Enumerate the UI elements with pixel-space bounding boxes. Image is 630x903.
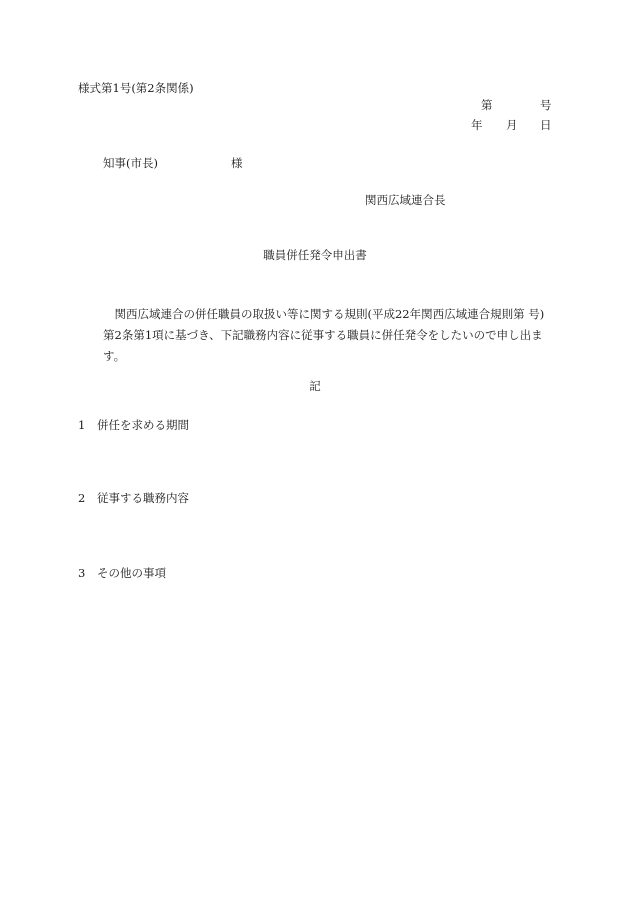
body-paragraph: 関西広域連合の併任職員の取扱い等に関する規則(平成22年関西広域連合規則第 号)第2条第1項に基づき、下記職務内容に従事する職員に併任発令をしたいので申し出ます。: [103, 307, 545, 363]
item-label-duties: 従事する職務内容: [97, 491, 189, 505]
ki-heading: 記: [309, 379, 321, 393]
form-number: 様式第1号(第2条関係): [78, 81, 194, 95]
sender: 関西広域連合長: [365, 193, 446, 207]
item-number: 3: [78, 566, 86, 580]
date-year: 年: [471, 118, 483, 132]
document-number-suffix: 号: [540, 98, 552, 112]
document-number-prefix: 第: [481, 98, 493, 112]
item-label-period: 併任を求める期間: [97, 418, 189, 432]
date-month: 月: [506, 118, 518, 132]
item-number: 2: [78, 491, 86, 505]
item-label-other: その他の事項: [97, 566, 166, 580]
addressee: 知事(市長): [103, 156, 158, 170]
document-title: 職員併任発令申出書: [263, 248, 367, 262]
date-day: 日: [540, 118, 552, 132]
addressee-honorific: 様: [231, 156, 243, 170]
item-number: 1: [78, 418, 86, 432]
